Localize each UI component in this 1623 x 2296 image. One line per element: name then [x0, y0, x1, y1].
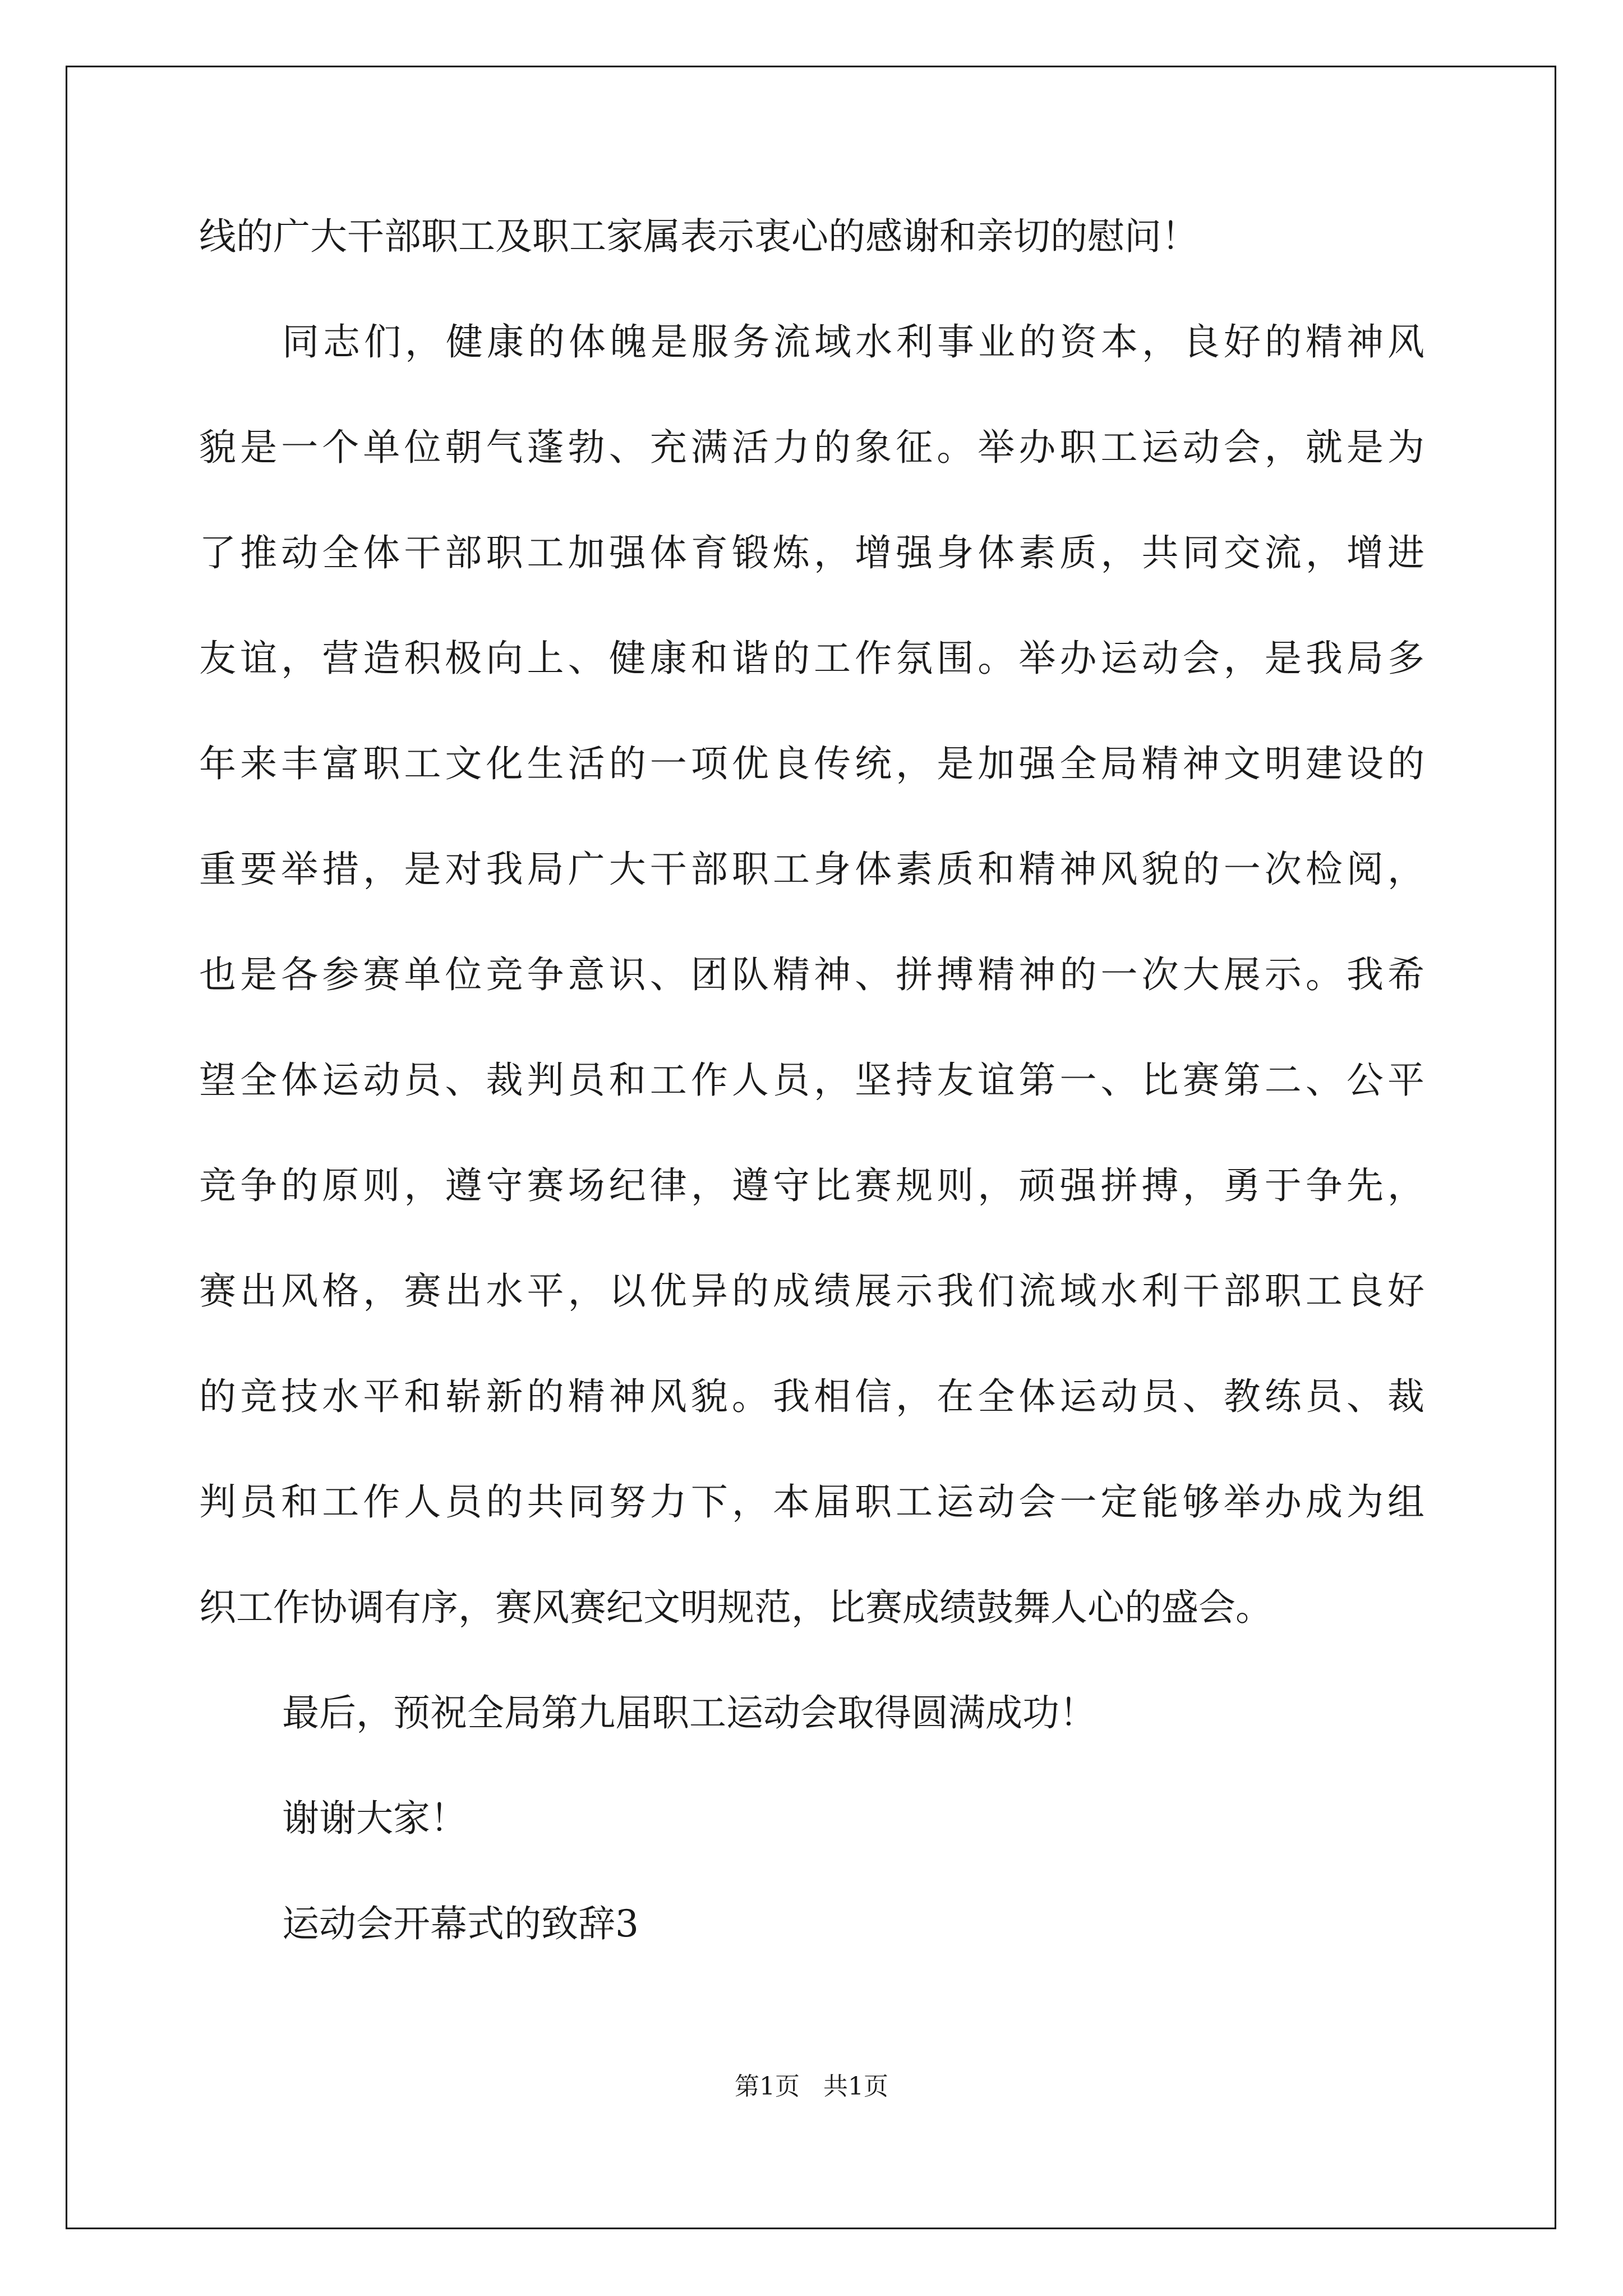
text-line-14: 织工作协调有序，赛风赛纪文明规范，比赛成绩鼓舞人心的盛会。	[199, 1586, 1272, 1629]
text-line-6: 年来丰富职工文化生活的一项优良传统，是加强全局精神文明建设的	[199, 742, 1424, 785]
text-line-4: 了推动全体干部职工加强体育锻炼，增强身体素质，共同交流，增进	[199, 531, 1424, 574]
text-line-10: 竞争的原则，遵守赛场纪律，遵守比赛规则，顽强拼搏，勇于争先，	[199, 1164, 1424, 1207]
text-line-9: 望全体运动员、裁判员和工作人员，坚持友谊第一、比赛第二、公平	[199, 1059, 1424, 1102]
section-heading: 运动会开幕式的致辞3	[282, 1902, 639, 1945]
text-line-8: 也是各参赛单位竞争意识、团队精神、拼搏精神的一次大展示。我希	[199, 953, 1424, 996]
text-line-15: 最后，预祝全局第九届职工运动会取得圆满成功！	[282, 1691, 1096, 1734]
text-line-2: 同志们，健康的体魄是服务流域水利事业的资本，良好的精神风	[282, 320, 1424, 364]
text-line-3: 貌是一个单位朝气蓬勃、充满活力的象征。举办职工运动会，就是为	[199, 426, 1424, 469]
text-line-1: 线的广大干部职工及职工家属表示衷心的感谢和亲切的慰问！	[199, 215, 1198, 258]
text-line-7: 重要举措，是对我局广大干部职工身体素质和精神风貌的一次检阅，	[199, 848, 1424, 891]
text-line-12: 的竞技水平和崭新的精神风貌。我相信，在全体运动员、教练员、裁	[199, 1375, 1424, 1418]
text-line-16: 谢谢大家！	[282, 1797, 467, 1840]
text-line-11: 赛出风格，赛出水平，以优异的成绩展示我们流域水利干部职工良好	[199, 1269, 1424, 1313]
text-line-13: 判员和工作人员的共同努力下，本届职工运动会一定能够举办成为组	[199, 1480, 1424, 1524]
document-body	[199, 209, 1424, 2001]
page-number-footer: 第1页 共1页	[735, 2072, 888, 2101]
text-line-5: 友谊，营造积极向上、健康和谐的工作氛围。举办运动会，是我局多	[199, 637, 1424, 680]
